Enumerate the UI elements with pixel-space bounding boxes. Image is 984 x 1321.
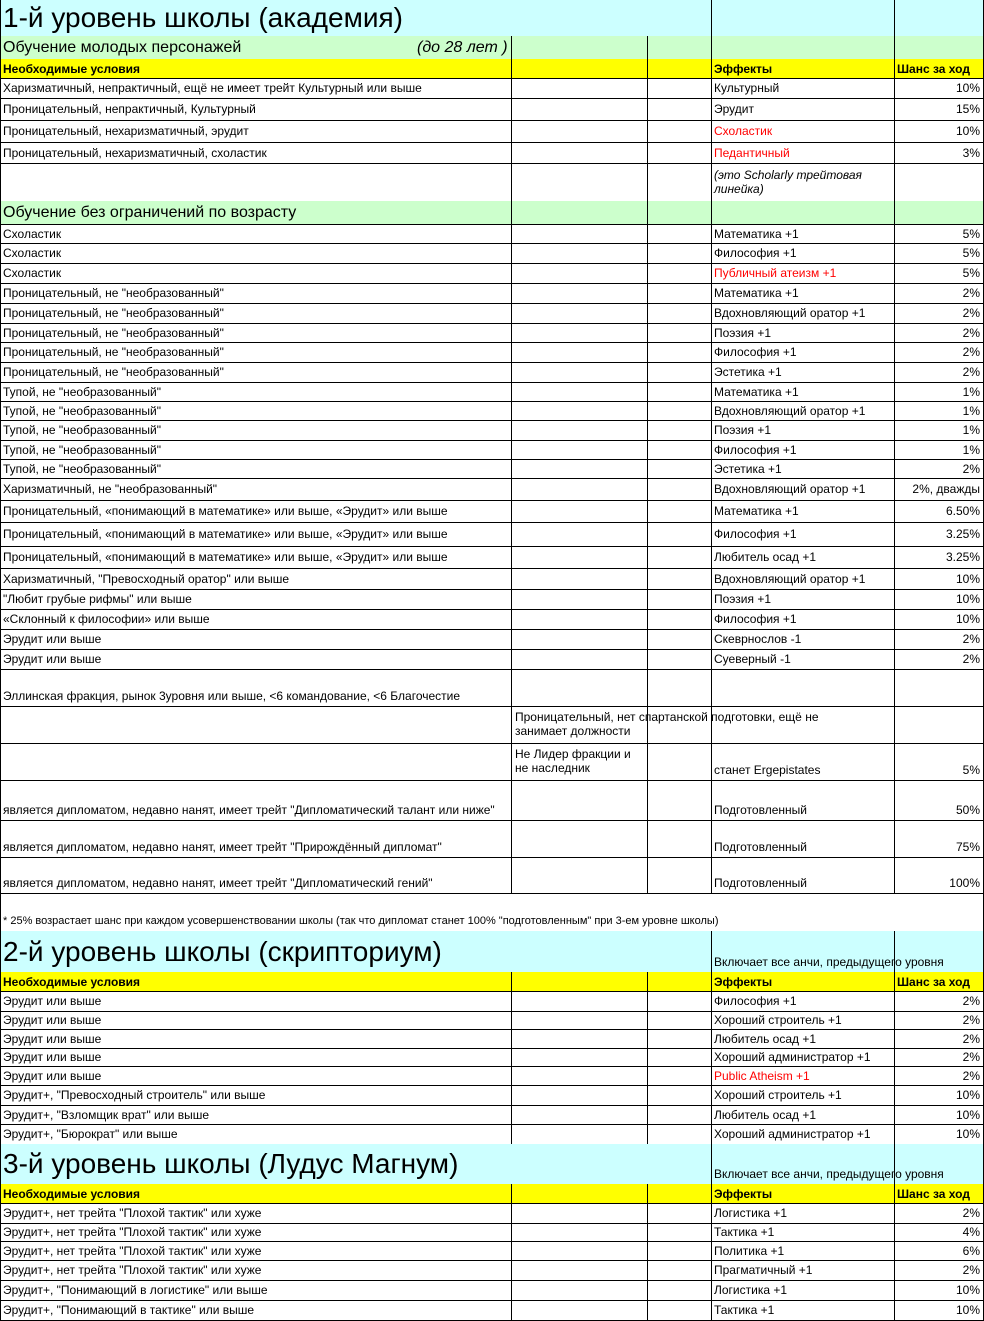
condition-cell: Тупой, не "необразованный" [3, 442, 161, 457]
condition-cell: Схоластик [3, 226, 62, 241]
effect-cell: Вдохновляющий оратор +1 [714, 571, 866, 586]
effect-cell: Математика +1 [714, 384, 799, 399]
condition-cell: Проницательный, не "необразованный" [3, 345, 224, 359]
grid-line [511, 1066, 512, 1085]
effect-cell: Философия +1 [714, 246, 797, 260]
diplomat-chance: 50% [955, 803, 980, 817]
grid-line [647, 1048, 648, 1066]
scholarly-note: (это Scholarly трейтовая линейка) [714, 168, 862, 196]
grid-line [647, 362, 648, 382]
grid-line [647, 98, 648, 120]
effect-cell: Логистика +1 [714, 1206, 788, 1220]
grid-line [511, 303, 512, 323]
effect-cell: Public Atheism +1 [714, 1068, 810, 1083]
grid-line [711, 0, 712, 36]
condition-cell: Проницательный, не "необразованный" [3, 365, 224, 379]
effect-cell: Скеврнослов -1 [714, 632, 802, 646]
grid-line [511, 972, 512, 991]
grid-line [647, 609, 648, 629]
condition-cell: Харизматичный, непрактичный, ещё не имеет трейт Культурный или выше [3, 81, 422, 95]
condition-cell: Харизматичный, не "необразованный" [3, 482, 218, 496]
chance-cell: 10% [955, 592, 980, 606]
chance-cell: 2% [962, 652, 980, 666]
chance-cell: 4% [962, 1225, 980, 1239]
header-conditions: Необходимые условия [3, 61, 141, 76]
diplomat-chance: 100% [949, 876, 980, 890]
grid-line [511, 459, 512, 478]
chance-cell: 10% [955, 571, 980, 586]
effect-cell: Философия +1 [714, 527, 797, 541]
effect-cell: Политика +1 [714, 1243, 785, 1258]
condition-cell: Проницательный, «понимающий в математике» или выше, «Эрудит» или выше [3, 504, 448, 518]
grid-line [511, 142, 512, 163]
chance-cell: 2% [962, 325, 980, 340]
grid-line [647, 649, 648, 669]
grid-line [511, 1300, 512, 1320]
effect-cell: Вдохновляющий оратор +1 [714, 403, 866, 418]
grid-line [647, 1300, 648, 1320]
grid-line [647, 201, 648, 224]
not-leader-condition: Не Лидер фракции и не наследник [515, 747, 631, 775]
grid-line [647, 323, 648, 342]
effect-cell: Эстетика +1 [714, 461, 782, 476]
condition-cell: Эрудит или выше [3, 632, 102, 646]
chance-cell: 1% [962, 423, 980, 437]
grid-line [647, 283, 648, 303]
footnote-text: * 25% возрастает шанс при каждом усовершенствовании школы ( [3, 915, 340, 927]
effect-cell: Хороший администратор +1 [714, 1127, 871, 1141]
level-title-italic: Лудус Магнум [267, 1148, 450, 1179]
condition-cell: «Склонный к философии» или выше [3, 612, 210, 626]
includes-note: Включает все анчи, предыдущего уровня [714, 955, 944, 969]
effect-cell: Поэзия +1 [714, 423, 772, 437]
grid-line [647, 440, 648, 459]
condition-cell: Проницательный, «понимающий в математике» или выше, «Эрудит» или выше [3, 550, 448, 564]
grid-line [647, 243, 648, 263]
grid-line [647, 224, 648, 243]
header-chance: Шанс за ход [897, 1186, 970, 1201]
chance-cell: 2% [962, 1263, 980, 1277]
grid-line [511, 1105, 512, 1124]
grid-line [511, 991, 512, 1011]
grid-line [647, 743, 648, 780]
grid-line [894, 201, 895, 224]
header-chance: Шанс за ход [897, 974, 970, 989]
grid-line [511, 59, 512, 78]
level-title [1, 931, 701, 972]
diplomat-condition: является дипломатом, недавно нанят, имеет трейт "Дипломатический гений" [3, 876, 433, 890]
grid-line [511, 568, 512, 589]
grid-line [647, 142, 648, 163]
chance-cell: 3.25% [945, 550, 980, 564]
grid-line [511, 382, 512, 401]
grid-line [511, 263, 512, 283]
grid-line [511, 201, 512, 224]
grid-line [647, 478, 648, 500]
grid-line [647, 500, 648, 522]
grid-line [511, 440, 512, 459]
grid-line [0, 743, 1, 780]
effect-cell: Философия +1 [714, 994, 797, 1008]
grid-line [511, 98, 512, 120]
grid-line [647, 780, 648, 820]
effect-cell: Суеверный -1 [714, 652, 791, 666]
level-title-text: 3-й уровень школы ( [3, 1148, 268, 1179]
effect-cell: Логистика +1 [714, 1283, 788, 1297]
perceptive-condition: Проницательный, нет спартанской подготовки, ещё не занимает должности [515, 710, 819, 738]
level-title-text: 2-й уровень школы ( [3, 935, 268, 967]
grid-line [647, 1260, 648, 1280]
condition-cell: Эрудит+, "Понимающий в логистике" или выше [3, 1283, 268, 1297]
footnote-italic: так что дипломат станет 100% "подготовленным" при 3-ем уровне школы [339, 915, 715, 927]
grid-line [511, 163, 512, 201]
chance-cell: 2% [962, 345, 980, 359]
effect-cell: Хороший строитель +1 [714, 1088, 842, 1102]
grid-line [511, 743, 512, 780]
condition-cell: Эрудит или выше [3, 1050, 102, 1064]
header-conditions: Необходимые условия [3, 1186, 141, 1201]
effect-cell: Эстетика +1 [714, 365, 782, 379]
condition-cell: Проницательный, нехаризматичный, эрудит [3, 124, 249, 138]
grid-line [511, 1241, 512, 1260]
grid-line [894, 0, 895, 36]
chance-cell: 6% [962, 1243, 980, 1258]
chance-cell: 3% [962, 145, 980, 160]
grid-line [647, 1085, 648, 1105]
chance-cell: 5% [962, 226, 980, 241]
effect-cell: Философия +1 [714, 345, 797, 359]
condition-cell: Проницательный, не "необразованный" [3, 306, 224, 320]
grid-line [647, 163, 648, 201]
grid-line [511, 342, 512, 362]
section-any-age-label: Обучение без ограничений по возрасту [3, 203, 297, 221]
chance-cell: 1% [962, 442, 980, 457]
chance-cell: 2% [962, 306, 980, 320]
grid-line [511, 1029, 512, 1048]
condition-cell: Проницательный, не "необразованный" [3, 325, 224, 340]
condition-cell: Эрудит+, "Бюрократ" или выше [3, 1127, 178, 1141]
header-effects: Эффекты [714, 61, 773, 76]
grid-line [894, 706, 895, 743]
chance-cell: 15% [955, 102, 980, 116]
effect-cell: Эрудит [714, 102, 754, 116]
chance-cell: 10% [955, 1303, 980, 1317]
grid-line [647, 589, 648, 609]
grid-line [647, 1066, 648, 1085]
chance-cell: 10% [955, 81, 980, 95]
footnote [1, 893, 981, 931]
grid-line [511, 1260, 512, 1280]
grid-line [647, 820, 648, 857]
effect-cell: Вдохновляющий оратор +1 [714, 306, 866, 320]
diplomat-effect: Подготовленный [714, 803, 807, 817]
condition-cell: Эрудит+, "Понимающий в тактике" или выше [3, 1303, 255, 1317]
grid-line [511, 323, 512, 342]
effect-cell: Поэзия +1 [714, 592, 772, 606]
grid-line [511, 589, 512, 609]
condition-cell: Эрудит+, "Взломщик врат" или выше [3, 1107, 210, 1122]
effect-cell: Философия +1 [714, 442, 797, 457]
grid-line [894, 669, 895, 706]
grid-line [647, 1223, 648, 1241]
condition-cell: Проницательный, нехаризматичный, схоластик [3, 145, 267, 160]
grid-line [647, 991, 648, 1011]
chance-cell: 2% [962, 1068, 980, 1083]
header-effects: Эффекты [714, 974, 773, 989]
condition-cell: Эрудит или выше [3, 1068, 102, 1083]
grid-line [511, 1203, 512, 1223]
chance-cell: 2% [962, 1031, 980, 1046]
effect-cell: Математика +1 [714, 226, 799, 241]
chance-cell: 2% [962, 1206, 980, 1220]
grid-line [511, 401, 512, 420]
grid-line [647, 78, 648, 98]
grid-line [647, 857, 648, 893]
grid-line [511, 1223, 512, 1241]
effect-cell: Тактика +1 [714, 1303, 775, 1317]
chance-cell: 2%, дважды [912, 482, 980, 496]
level-title-italic: академия [267, 2, 394, 33]
effect-cell: Математика +1 [714, 286, 799, 300]
diplomat-effect: Подготовленный [714, 876, 807, 890]
grid-line [647, 382, 648, 401]
condition-cell: Схоластик [3, 266, 62, 280]
grid-line [511, 1124, 512, 1144]
effect-cell: Хороший строитель +1 [714, 1013, 842, 1027]
grid-line [647, 1280, 648, 1300]
condition-cell: Эрудит+, нет трейта "Плохой тактик" или хуже [3, 1263, 262, 1277]
grid-line [647, 1011, 648, 1029]
grid-line [711, 36, 712, 59]
condition-cell: Эрудит или выше [3, 1031, 102, 1046]
effect-cell: Прагматичный +1 [714, 1263, 813, 1277]
effect-cell: Тактика +1 [714, 1225, 775, 1239]
grid-line [0, 163, 984, 164]
chance-cell: 3.25% [945, 527, 980, 541]
chance-cell: 1% [962, 384, 980, 399]
grid-line [647, 59, 648, 78]
condition-cell: Эрудит или выше [3, 994, 102, 1008]
grid-line [511, 1011, 512, 1029]
grid-line [511, 1048, 512, 1066]
ergepistates-chance: 5% [962, 763, 980, 777]
grid-line [511, 420, 512, 440]
grid-line [0, 706, 1, 743]
grid-line [511, 224, 512, 243]
grid-line [511, 857, 512, 893]
grid-line [647, 1124, 648, 1144]
diplomat-effect: Подготовленный [714, 840, 807, 854]
chance-cell: 10% [955, 612, 980, 626]
effect-cell: Любитель осад +1 [714, 1031, 817, 1046]
grid-line [647, 1029, 648, 1048]
header-effects: Эффекты [714, 1186, 773, 1201]
chance-cell: 2% [962, 994, 980, 1008]
chance-cell: 2% [962, 1050, 980, 1064]
effect-cell: Педантичный [714, 145, 790, 160]
chance-cell: 10% [955, 1127, 980, 1141]
grid-line [647, 568, 648, 589]
effect-cell: Публичный атеизм +1 [714, 266, 837, 280]
grid-line [511, 706, 512, 743]
grid-line [647, 263, 648, 283]
effect-cell: Любитель осад +1 [714, 550, 817, 564]
grid-line [647, 459, 648, 478]
grid-line [511, 362, 512, 382]
chance-cell: 10% [955, 1088, 980, 1102]
chance-cell: 10% [955, 1283, 980, 1297]
level-title-close: ) [449, 1148, 459, 1179]
grid-line [511, 1280, 512, 1300]
effect-cell: Схоластик [714, 124, 773, 138]
grid-line [511, 649, 512, 669]
chance-cell: 2% [962, 461, 980, 476]
condition-cell: Проницательный, непрактичный, Культурный [3, 102, 256, 116]
diplomat-condition: является дипломатом, недавно нанят, имеет трейт "Дипломатический талант или ниже" [3, 803, 495, 817]
grid-line [511, 780, 512, 820]
grid-line [711, 201, 712, 224]
condition-cell: Эрудит или выше [3, 652, 102, 666]
diplomat-chance: 75% [955, 840, 980, 854]
grid-line [647, 629, 648, 649]
condition-cell: "Любит грубые рифмы" или выше [3, 592, 192, 606]
diplomat-condition: является дипломатом, недавно нанят, имеет трейт "Прирождённый дипломат" [3, 840, 442, 854]
grid-line [511, 478, 512, 500]
grid-line [511, 243, 512, 263]
footnote-close: ) [714, 915, 719, 927]
condition-cell: Эрудит+, нет трейта "Плохой тактик" или хуже [3, 1225, 262, 1239]
grid-line [647, 1203, 648, 1223]
chance-cell: 6.50% [945, 504, 980, 518]
condition-cell: Эрудит+, нет трейта "Плохой тактик" или хуже [3, 1243, 262, 1258]
grid-line [647, 972, 648, 991]
level-title-italic: скрипториум [267, 935, 433, 967]
level-title-close: ) [393, 2, 403, 33]
grid-line [647, 522, 648, 546]
effect-cell: Любитель осад +1 [714, 1107, 817, 1122]
level-title-close: ) [432, 935, 442, 967]
effect-cell: Вдохновляющий оратор +1 [714, 482, 866, 496]
grid-line [511, 609, 512, 629]
condition-cell: Проницательный, «понимающий в математике» или выше, «Эрудит» или выше [3, 527, 448, 541]
grid-line [647, 669, 648, 706]
effect-cell: Культурный [714, 81, 780, 95]
hellenic-condition: Эллинская фракция, рынок 3уровня или выше, <6 командование, <6 Благочестие [3, 689, 461, 703]
condition-cell: Тупой, не "необразованный" [3, 384, 161, 399]
condition-cell: Эрудит+, "Превосходный строитель" или выше [3, 1088, 266, 1102]
grid-line [511, 120, 512, 142]
effect-cell: Хороший администратор +1 [714, 1050, 871, 1064]
chance-cell: 1% [962, 403, 980, 418]
chance-cell: 10% [955, 124, 980, 138]
condition-cell: Харизматичный, "Превосходный оратор" или выше [3, 571, 290, 586]
header-conditions: Необходимые условия [3, 974, 141, 989]
includes-note: Включает все анчи, предыдущего уровня [714, 1167, 944, 1181]
chance-cell: 5% [962, 266, 980, 280]
effect-cell: Математика +1 [714, 504, 799, 518]
section-young-label: Обучение молодых персонажей [3, 38, 242, 56]
grid-line [511, 546, 512, 568]
level-title-text: 1-й уровень школы ( [3, 2, 268, 33]
condition-cell: Тупой, не "необразованный" [3, 461, 161, 476]
grid-line [511, 500, 512, 522]
grid-line [647, 401, 648, 420]
level-title [1, 1144, 701, 1184]
effect-cell: Философия +1 [714, 612, 797, 626]
condition-cell: Эрудит+, нет трейта "Плохой тактик" или хуже [3, 1206, 262, 1220]
grid-line [511, 820, 512, 857]
grid-line [894, 163, 895, 201]
level-title [1, 0, 701, 36]
grid-line [647, 1105, 648, 1124]
effect-cell: Поэзия +1 [714, 325, 772, 340]
grid-line [894, 36, 895, 59]
grid-line [647, 546, 648, 568]
condition-cell: Тупой, не "необразованный" [3, 403, 161, 418]
grid-line [647, 1184, 648, 1203]
chance-cell: 2% [962, 365, 980, 379]
grid-line [511, 1085, 512, 1105]
grid-line [511, 629, 512, 649]
grid-line [647, 36, 648, 59]
section-young-age: (до 28 лет ) [417, 38, 508, 56]
condition-cell: Проницательный, не "необразованный" [3, 286, 224, 300]
grid-line [511, 78, 512, 98]
chance-cell: 10% [955, 1107, 980, 1122]
grid-line [647, 120, 648, 142]
grid-line [711, 669, 712, 706]
chance-cell: 2% [962, 632, 980, 646]
ergepistates-effect: станет Ergepistates [714, 763, 821, 777]
grid-line [511, 283, 512, 303]
grid-line [647, 342, 648, 362]
chance-cell: 2% [962, 286, 980, 300]
condition-cell: Эрудит или выше [3, 1013, 102, 1027]
grid-line [647, 420, 648, 440]
grid-line [647, 303, 648, 323]
condition-cell: Тупой, не "необразованный" [3, 423, 161, 437]
chance-cell: 2% [962, 1013, 980, 1027]
grid-line [647, 1241, 648, 1260]
grid-line [0, 163, 1, 201]
grid-line [511, 1184, 512, 1203]
header-chance: Шанс за ход [897, 61, 970, 76]
condition-cell: Схоластик [3, 246, 62, 260]
grid-line [511, 522, 512, 546]
chance-cell: 5% [962, 246, 980, 260]
